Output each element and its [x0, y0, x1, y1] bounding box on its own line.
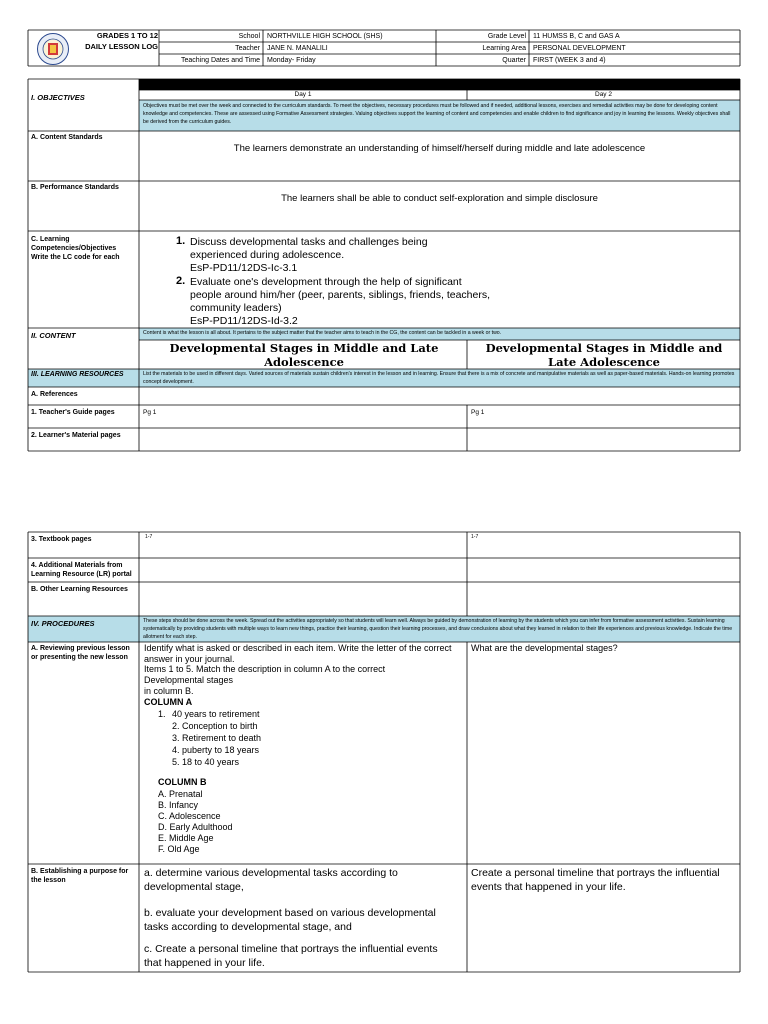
table1-grid — [0, 0, 768, 460]
column-a-num: 2. — [172, 721, 180, 731]
grade-label: Grade Level — [487, 33, 526, 40]
column-b-item: D. Early Adulthood — [158, 822, 233, 832]
lm-label: 2. Learner's Material pages — [31, 432, 121, 439]
content-day1: Developmental Stages in Middle and Late Adolescence — [169, 341, 439, 369]
teacher-value: JANE N. MANALILI — [267, 45, 328, 52]
dates-value: Monday- Friday — [267, 57, 316, 64]
dates-label: Teaching Dates and Time — [181, 57, 260, 64]
textbook-day2: 1-7 — [471, 534, 479, 540]
column-a-item: Retirement to death — [182, 733, 262, 743]
column-a-num: 4. — [172, 745, 180, 755]
textbook-label: 3. Textbook pages — [31, 536, 92, 543]
resources-note: List the materials to be used in different days. Varied sources of materials sustain children's interest in the lesson and in learning. Ensure that there is a mix of concrete and manipulative materials as well as paper-based materials. Hands-on learning promotes concept development. — [143, 371, 735, 385]
column-a-title: COLUMN A — [144, 697, 193, 707]
tg-label: 1. Teacher's Guide pages — [31, 409, 115, 416]
objectives-note: Objectives must be met over the week and connected to the curriculum standards. To meet the objectives, necessary procedures must be followed and if needed, additional lessons, exercises and remedial activities may be done for developing content knowledge and competencies. These are assessed using Formative Assessment strategies. Valuing objectives support the learning of content and competencies and enable children to find significance and joy in learning the lessons. Weekly objectives shall be derived from the curriculum guides. — [143, 103, 731, 125]
day2-header: Day 2 — [595, 91, 612, 98]
column-b-item: E. Middle Age — [158, 833, 214, 843]
content-standards-label: A. Content Standards — [31, 134, 103, 141]
tg-day1: Pg 1 — [143, 409, 157, 416]
quarter-label: Quarter — [502, 57, 526, 64]
competency1-code: EsP-PD11/12DS-Ic-3.1 — [190, 262, 298, 274]
procedures-note: These steps should be done across the week. Spread out the activities appropriately so that students will learn well. Always be guided by demonstration of learning by the students which you can infer from formative assessment activities. Sustain learning systematically by providing students with multiple ways to learn new things, practice their learning, question their learning processes, and draw conclusions about what they learned in relation to their life experiences and previous knowledge. Indicate the time allotment for each step. — [143, 618, 733, 640]
objectives-title: I. OBJECTIVES — [31, 93, 85, 102]
purpose-day2: Create a personal timeline that portrays the influential events that happened in your life. — [471, 867, 720, 893]
competency1-text: Discuss developmental tasks and challenges being experienced during adolescence. — [190, 236, 428, 261]
purpose-day1-a: a. determine various developmental tasks according to developmental stage, — [144, 867, 398, 893]
teacher-label: Teacher — [235, 45, 260, 52]
content-day2: Developmental Stages in Middle and Late Adolescence — [485, 341, 723, 369]
review-label: A. Reviewing previous lesson or presenting the new lesson — [31, 645, 130, 661]
other-label: B. Other Learning Resources — [31, 586, 128, 593]
column-b-item: C. Adolescence — [158, 811, 221, 821]
competencies-label: C. Learning Competencies/Objectives Write the LC code for each — [31, 236, 120, 261]
column-b-title: COLUMN B — [158, 777, 207, 787]
column-a-num: 3. — [172, 733, 180, 743]
review-intro-2: Items 1 to 5. Match the description in column A to the correct Developmental stages — [144, 664, 386, 685]
resources-title: III. LEARNING RESOURCES — [31, 371, 124, 378]
performance-standards-text: The learners shall be able to conduct self-exploration and simple disclosure — [281, 193, 598, 204]
performance-standards-label: B. Performance Standards — [31, 184, 119, 191]
area-value: PERSONAL DEVELOPMENT — [533, 45, 626, 52]
procedures-title: IV. PROCEDURES — [31, 619, 95, 628]
grade-value: 11 HUMSS B, C and GAS A — [533, 33, 620, 40]
review-day2: What are the developmental stages? — [471, 643, 618, 653]
column-a-item: puberty to 18 years — [182, 745, 260, 755]
competency1-num: 1. — [176, 235, 186, 247]
column-b-item: F. Old Age — [158, 844, 200, 854]
references-label: A. References — [31, 391, 78, 398]
content-note: Content is what the lesson is all about. It pertains to the subject matter that the teacher aims to teach in the CG, the content can be tackled in a week or two. — [143, 330, 502, 336]
competency2-num: 2. — [176, 275, 186, 287]
school-value: NORTHVILLE HIGH SCHOOL (SHS) — [267, 33, 383, 40]
column-a-item: Conception to birth — [182, 721, 258, 731]
column-a-item: 18 to 40 years — [182, 757, 240, 767]
tg-day2: Pg 1 — [471, 409, 485, 416]
review-intro-3: in column B. — [144, 686, 194, 696]
school-label: School — [238, 33, 260, 40]
content-title: II. CONTENT — [31, 331, 76, 340]
area-label: Learning Area — [482, 45, 526, 52]
quarter-value: FIRST (WEEK 3 and 4) — [533, 57, 606, 64]
competency2-code: EsP-PD11/12DS-Id-3.2 — [190, 315, 298, 327]
column-b-item: B. Infancy — [158, 800, 199, 810]
purpose-label: B. Establishing a purpose for the lesson — [31, 868, 129, 884]
column-b-item: A. Prenatal — [158, 789, 203, 799]
column-a-num: 1. — [158, 709, 166, 719]
purpose-day1-b: b. evaluate your development based on various developmental tasks according to developmental stage, and — [144, 907, 436, 933]
header-title-1: GRADES 1 TO 12 — [96, 31, 158, 40]
purpose-day1-c: c. Create a personal timeline that portrays the influential events that happened in your life. — [144, 943, 438, 969]
day1-header: Day 1 — [294, 91, 312, 98]
review-intro-1: Identify what is asked or described in each item. Write the letter of the correct answer in your journal. — [144, 643, 452, 664]
column-a-num: 5. — [172, 757, 180, 767]
additional-label: 4. Additional Materials from Learning Resource (LR) portal — [31, 562, 132, 578]
header-title-2: DAILY LESSON LOG — [85, 42, 158, 51]
competency2-text: Evaluate one's development through the help of significant people around him/her (peer, parents, siblings, friends, teachers, community leaders) — [190, 276, 491, 314]
column-a-item: 40 years to retirement — [172, 709, 260, 719]
textbook-day1: 1-7 — [145, 534, 153, 540]
content-standards-text: The learners demonstrate an understanding of himself/herself during middle and late adolescence — [233, 143, 646, 154]
